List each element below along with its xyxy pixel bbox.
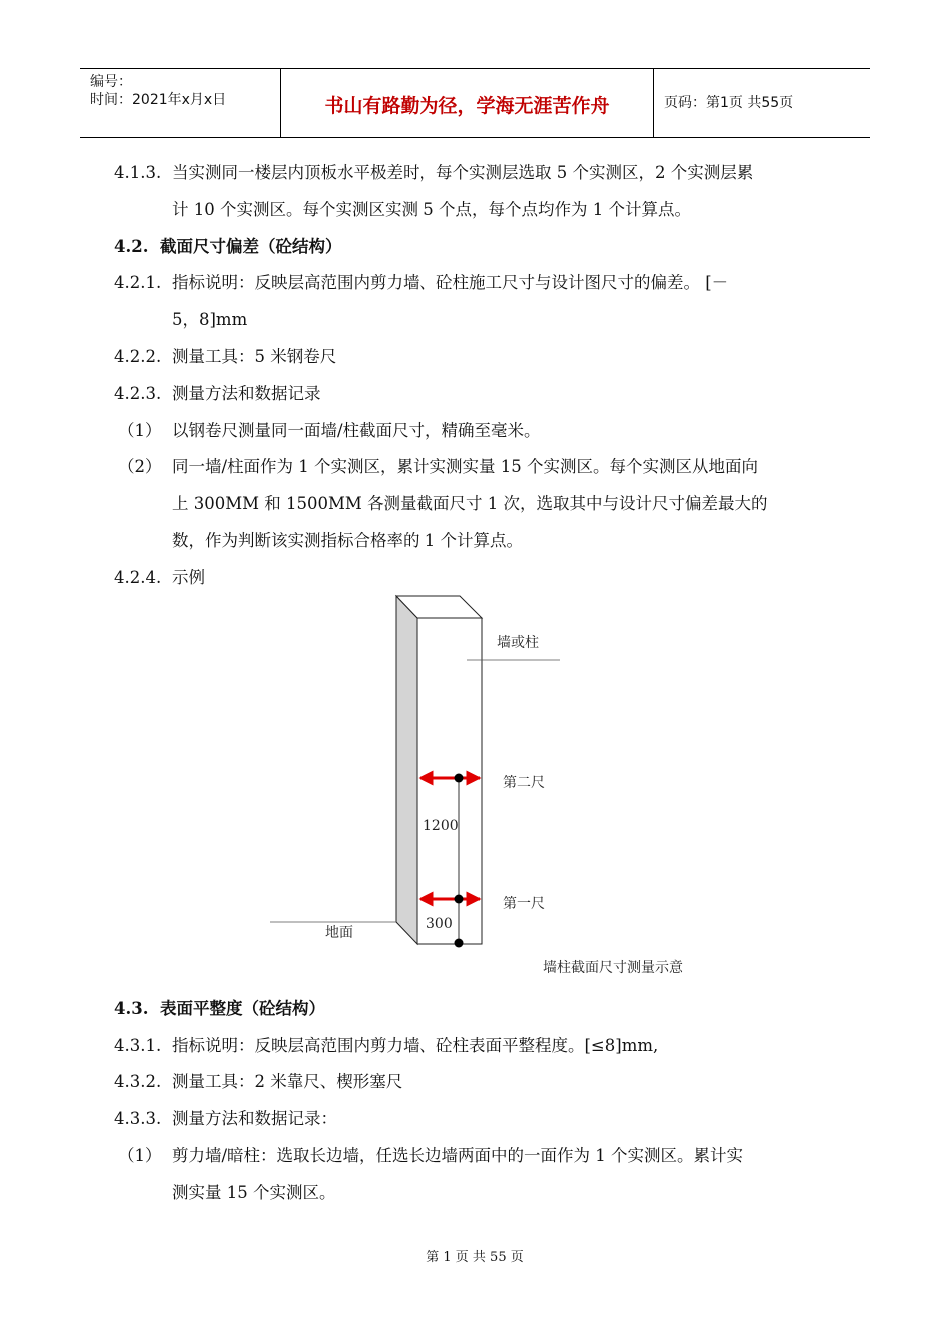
clause-number: 4.1.3. <box>114 163 162 182</box>
header-motto: 书山有路勤为径，学海无涯苦作舟 <box>324 95 610 117</box>
item-number: （1） <box>118 421 162 440</box>
paragraph-line: 同一墙/柱面作为 1 个实测区，累计实测实量 15 个实测区。每个实测区从地面向 <box>172 457 759 476</box>
paragraph-line: 测量方法和数据记录 <box>172 384 321 403</box>
clause-number: 4.2.3. <box>114 384 162 403</box>
footer-page-number: 第 1 页 共 55 页 <box>426 1250 524 1265</box>
paragraph-line: 计 10 个实测区。每个实测区实测 5 个点，每个点均作为 1 个计算点。 <box>172 200 691 219</box>
paragraph-line: 以钢卷尺测量同一面墙/柱截面尺寸，精确至毫米。 <box>172 421 541 440</box>
label-second-measure: 第二尺 <box>503 775 545 791</box>
paragraph-line: 指标说明：反映层高范围内剪力墙、砼柱表面平整程度。[≤8]mm, <box>172 1036 659 1055</box>
paragraph-line: 上 300MM 和 1500MM 各测量截面尺寸 1 次，选取其中与设计尺寸偏差最大的 <box>172 494 768 513</box>
paragraph-line: 示例 <box>172 568 205 587</box>
clause-number: 4.3.1. <box>114 1036 162 1055</box>
clause-number: 4.2.4. <box>114 568 162 587</box>
diagram-caption: 墙柱截面尺寸测量示意 <box>543 960 683 976</box>
item-number: （2） <box>118 457 162 476</box>
label-1200: 1200 <box>423 818 459 834</box>
paragraph-line: 5，8]mm <box>172 310 248 329</box>
paragraph-line: 数，作为判断该实测指标合格率的 1 个计算点。 <box>172 531 523 550</box>
paragraph-line: 指标说明：反映层高范围内剪力墙、砼柱施工尺寸与设计图尺寸的偏差。 [－ <box>172 273 729 292</box>
doc-time-label: 时间：2021年x月x日 <box>90 92 227 108</box>
section-title: 表面平整度（砼结构） <box>160 999 325 1018</box>
label-ground: 地面 <box>325 925 353 941</box>
item-number: （1） <box>118 1146 162 1165</box>
paragraph-line: 测量工具：2 米靠尺、楔形塞尺 <box>172 1072 403 1091</box>
label-first-measure: 第一尺 <box>503 896 545 912</box>
paragraph-line: 测实量 15 个实测区。 <box>172 1183 336 1202</box>
paragraph-line: 剪力墙/暗柱：选取长边墙，任选长边墙两面中的一面作为 1 个实测区。累计实 <box>172 1146 744 1165</box>
section-number: 4.2. <box>114 237 149 256</box>
measure-point <box>455 774 464 783</box>
clause-number: 4.3.2. <box>114 1072 162 1091</box>
column-side-face <box>396 596 417 944</box>
page-footer <box>0 1246 950 1265</box>
label-300: 300 <box>426 916 453 932</box>
clause-number: 4.3.3. <box>114 1109 162 1128</box>
measure-point <box>455 895 464 904</box>
measure-point <box>455 939 464 948</box>
section-number: 4.3. <box>114 999 149 1018</box>
clause-number: 4.2.2. <box>114 347 162 366</box>
clause-number: 4.2.1. <box>114 273 162 292</box>
paragraph-line: 测量工具：5 米钢卷尺 <box>172 347 337 366</box>
label-wall-or-column: 墙或柱 <box>497 635 539 651</box>
column-front-face <box>417 618 482 944</box>
paragraph-line: 测量方法和数据记录： <box>172 1109 337 1128</box>
doc-number-label: 编号： <box>90 74 132 90</box>
page-info: 页码：第1页 共55页 <box>664 95 794 111</box>
paragraph-line: 当实测同一楼层内顶板水平极差时，每个实测层选取 5 个实测区，2 个实测层累 <box>172 163 754 182</box>
section-title: 截面尺寸偏差（砼结构） <box>160 237 342 256</box>
